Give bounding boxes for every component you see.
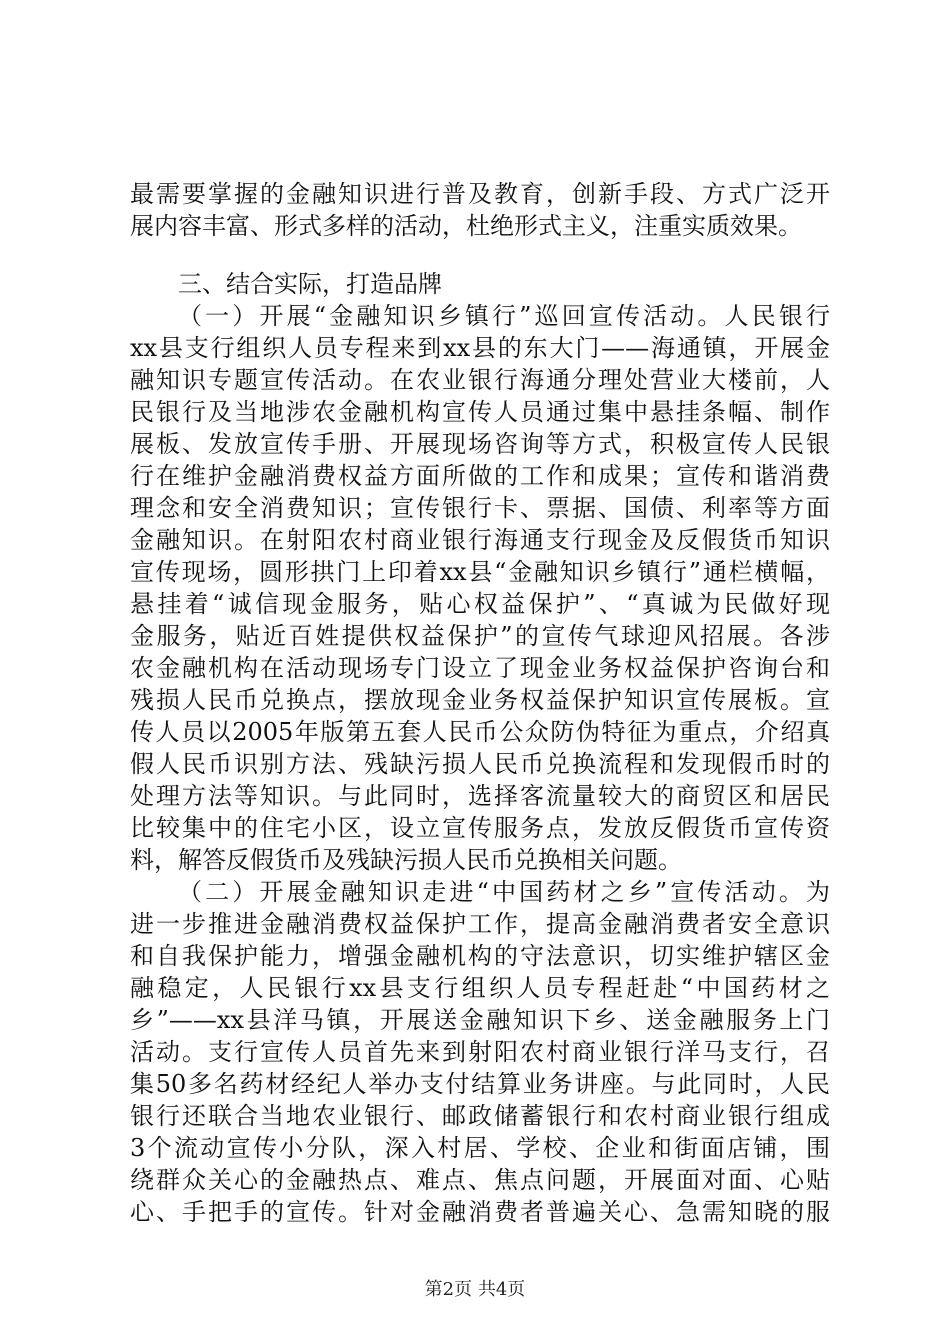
paragraph1-line-5: 展板、发放宣传手册、开展现场咨询等方式，积极宣传人民银 — [130, 430, 830, 458]
paragraph2-line-8: 银行还联合当地农业银行、邮政储蓄银行和农村商业银行组成 — [130, 1102, 830, 1130]
paragraph1-line-11: 金服务，贴近百姓提供权益保护”的宣传气球迎风招展。各涉 — [130, 622, 830, 650]
paragraph1-line-12: 农金融机构在活动现场专门设立了现金业务权益保护咨询台和 — [130, 654, 830, 682]
paragraph1-line-7: 理念和安全消费知识；宣传银行卡、票据、国债、利率等方面 — [130, 494, 830, 522]
paragraph2-line-4: 融稳定，人民银行xx县支行组织人员专程赶赴“中国药材之 — [130, 974, 830, 1002]
paragraph1-line-3: 融知识专题宣传活动。在农业银行海通分理处营业大楼前，人 — [130, 366, 830, 394]
paragraph1-line-16: 处理方法等知识。与此同时，选择客流量较大的商贸区和居民 — [130, 782, 830, 810]
intro-line-2: 展内容丰富、形式多样的活动，杜绝形式主义，注重实质效果。 — [130, 212, 802, 240]
paragraph1-line-14: 传人员以2005年版第五套人民币公众防伪特征为重点，介绍真 — [130, 718, 830, 746]
paragraph1-line-2: xx县支行组织人员专程来到xx县的东大门——海通镇，开展金 — [130, 334, 830, 362]
paragraph2-line-6: 活动。支行宣传人员首先来到射阳农村商业银行洋马支行，召 — [130, 1038, 830, 1066]
paragraph1-line-1: （一）开展“金融知识乡镇行”巡回宣传活动。人民银行 — [178, 302, 830, 330]
paragraph2-line-5: 乡”——xx县洋马镇，开展送金融知识下乡、送金融服务上门 — [130, 1006, 830, 1034]
paragraph1-line-10: 悬挂着“诚信现金服务，贴心权益保护”、“真诚为民做好现 — [130, 590, 830, 618]
paragraph1-line-17: 比较集中的住宅小区，设立宣传服务点，发放反假货币宣传资 — [130, 814, 830, 842]
paragraph1-line-9: 宣传现场，圆形拱门上印着xx县“金融知识乡镇行”通栏横幅， — [130, 558, 830, 586]
paragraph1-line-18: 料，解答反假货币及残缺污损人民币兑换相关问题。 — [130, 846, 682, 874]
section-heading: 三、结合实际，打造品牌 — [178, 270, 442, 298]
paragraph2-line-2: 进一步推进金融消费权益保护工作，提高金融消费者安全意识 — [130, 910, 830, 938]
paragraph2-line-3: 和自我保护能力，增强金融机构的守法意识，切实维护辖区金 — [130, 942, 830, 970]
page-number-footer: 第2页 共4页 — [424, 1279, 526, 1300]
paragraph1-line-13: 残损人民币兑换点，摆放现金业务权益保护知识宣传展板。宣 — [130, 686, 830, 714]
paragraph2-line-11: 心、手把手的宣传。针对金融消费者普遍关心、急需知晓的服 — [130, 1198, 830, 1226]
paragraph2-line-10: 绕群众关心的金融热点、难点、焦点问题，开展面对面、心贴 — [130, 1166, 830, 1194]
paragraph2-line-7: 集50多名药材经纪人举办支付结算业务讲座。与此同时，人民 — [130, 1070, 830, 1098]
intro-line-1: 最需要掌握的金融知识进行普及教育，创新手段、方式广泛开 — [130, 180, 830, 208]
paragraph2-line-9: 3个流动宣传小分队，深入村居、学校、企业和街面店铺，围 — [130, 1134, 830, 1162]
paragraph1-line-6: 行在维护金融消费权益方面所做的工作和成果；宣传和谐消费 — [130, 462, 830, 490]
paragraph1-line-15: 假人民币识别方法、残缺污损人民币兑换流程和发现假币时的 — [130, 750, 830, 778]
paragraph1-line-4: 民银行及当地涉农金融机构宣传人员通过集中悬挂条幅、制作 — [130, 398, 830, 426]
paragraph1-line-8: 金融知识。在射阳农村商业银行海通支行现金及反假货币知识 — [130, 526, 830, 554]
paragraph2-line-1: （二）开展金融知识走进“中国药材之乡”宣传活动。为 — [178, 878, 830, 906]
